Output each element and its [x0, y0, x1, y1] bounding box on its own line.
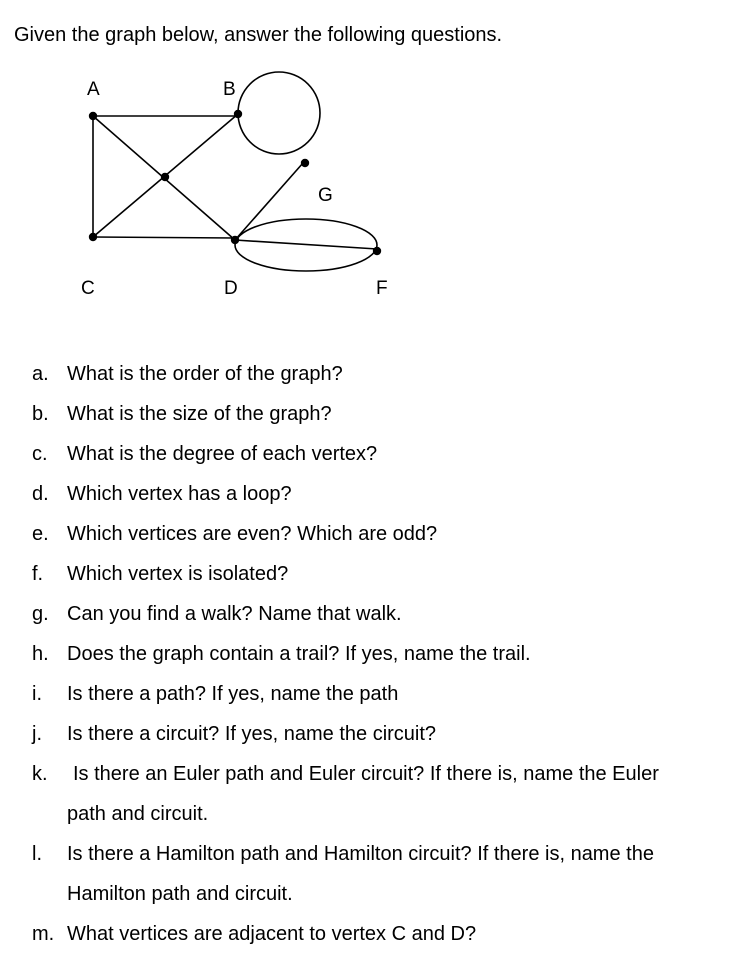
question-text: What is the order of the graph?	[67, 363, 343, 385]
question-text: Is there a Hamilton path and Hamilton circuit? If there is, name the	[67, 843, 654, 865]
question-text: Which vertex has a loop?	[67, 483, 292, 505]
loop-b	[238, 72, 320, 154]
question-text: What is the size of the graph?	[67, 403, 332, 425]
question-letter: a.	[32, 363, 49, 385]
question-letter: m.	[32, 923, 55, 945]
question-letter: j.	[32, 723, 42, 745]
question-item	[0, 834, 739, 914]
vertex-label-f: F	[376, 278, 388, 299]
question-item	[0, 714, 739, 754]
question-letter: g.	[32, 603, 49, 625]
question-text: Can you find a walk? Name that walk.	[67, 603, 402, 625]
question-item	[0, 554, 739, 594]
question-letter: e.	[32, 523, 49, 545]
question-text: Is there a path? If yes, name the path	[67, 683, 399, 705]
question-text: Is there an Euler path and Euler circuit? If there is, name the Euler	[73, 763, 659, 785]
question-text: Which vertex is isolated?	[67, 563, 289, 585]
vertex-d-dot	[231, 236, 239, 244]
graph-figure	[0, 0, 420, 320]
question-item	[0, 754, 739, 834]
vertex-c-dot	[89, 233, 97, 241]
question-letter: f.	[32, 563, 44, 585]
question-item	[0, 594, 739, 634]
question-item	[0, 634, 739, 674]
vertex-label-a: A	[87, 79, 100, 100]
question-item	[0, 914, 739, 954]
question-item	[0, 674, 739, 714]
question-text: Which vertices are even? Which are odd?	[67, 523, 438, 545]
edge-d-f-straight	[235, 240, 377, 249]
question-text: Does the graph contain a trail? If yes, name the trail.	[67, 643, 531, 665]
question-letter: d.	[32, 483, 49, 505]
question-letter: k.	[32, 763, 48, 785]
crossing-dot	[161, 173, 169, 181]
question-text: Is there a circuit? If yes, name the circuit?	[67, 723, 437, 745]
question-letter: l.	[32, 843, 42, 865]
vertex-label-b: B	[223, 79, 236, 100]
question-item	[0, 394, 739, 434]
vertex-label-d: D	[224, 278, 238, 299]
question-text-continued: Hamilton path and circuit.	[67, 883, 293, 905]
question-letter: c.	[32, 443, 48, 465]
edge-d-g	[235, 163, 303, 240]
question-text: What is the degree of each vertex?	[67, 443, 378, 465]
vertex-label-g: G	[318, 185, 333, 206]
vertex-f-dot	[373, 247, 381, 255]
question-item	[0, 474, 739, 514]
question-list	[0, 354, 739, 954]
edge-c-d	[93, 237, 235, 238]
question-item	[0, 434, 739, 474]
question-item	[0, 514, 739, 554]
vertex-a-dot	[89, 112, 97, 120]
vertex-label-c: C	[81, 278, 95, 299]
question-text: What vertices are adjacent to vertex C and D?	[67, 923, 477, 945]
question-letter: b.	[32, 403, 49, 425]
vertex-g-dot	[301, 159, 309, 167]
question-item	[0, 354, 739, 394]
question-letter: h.	[32, 643, 49, 665]
intro-text: Given the graph below, answer the following questions.	[14, 24, 503, 46]
question-letter: i.	[32, 683, 42, 705]
vertex-b-dot	[234, 110, 242, 118]
question-text-continued: path and circuit.	[67, 803, 209, 825]
